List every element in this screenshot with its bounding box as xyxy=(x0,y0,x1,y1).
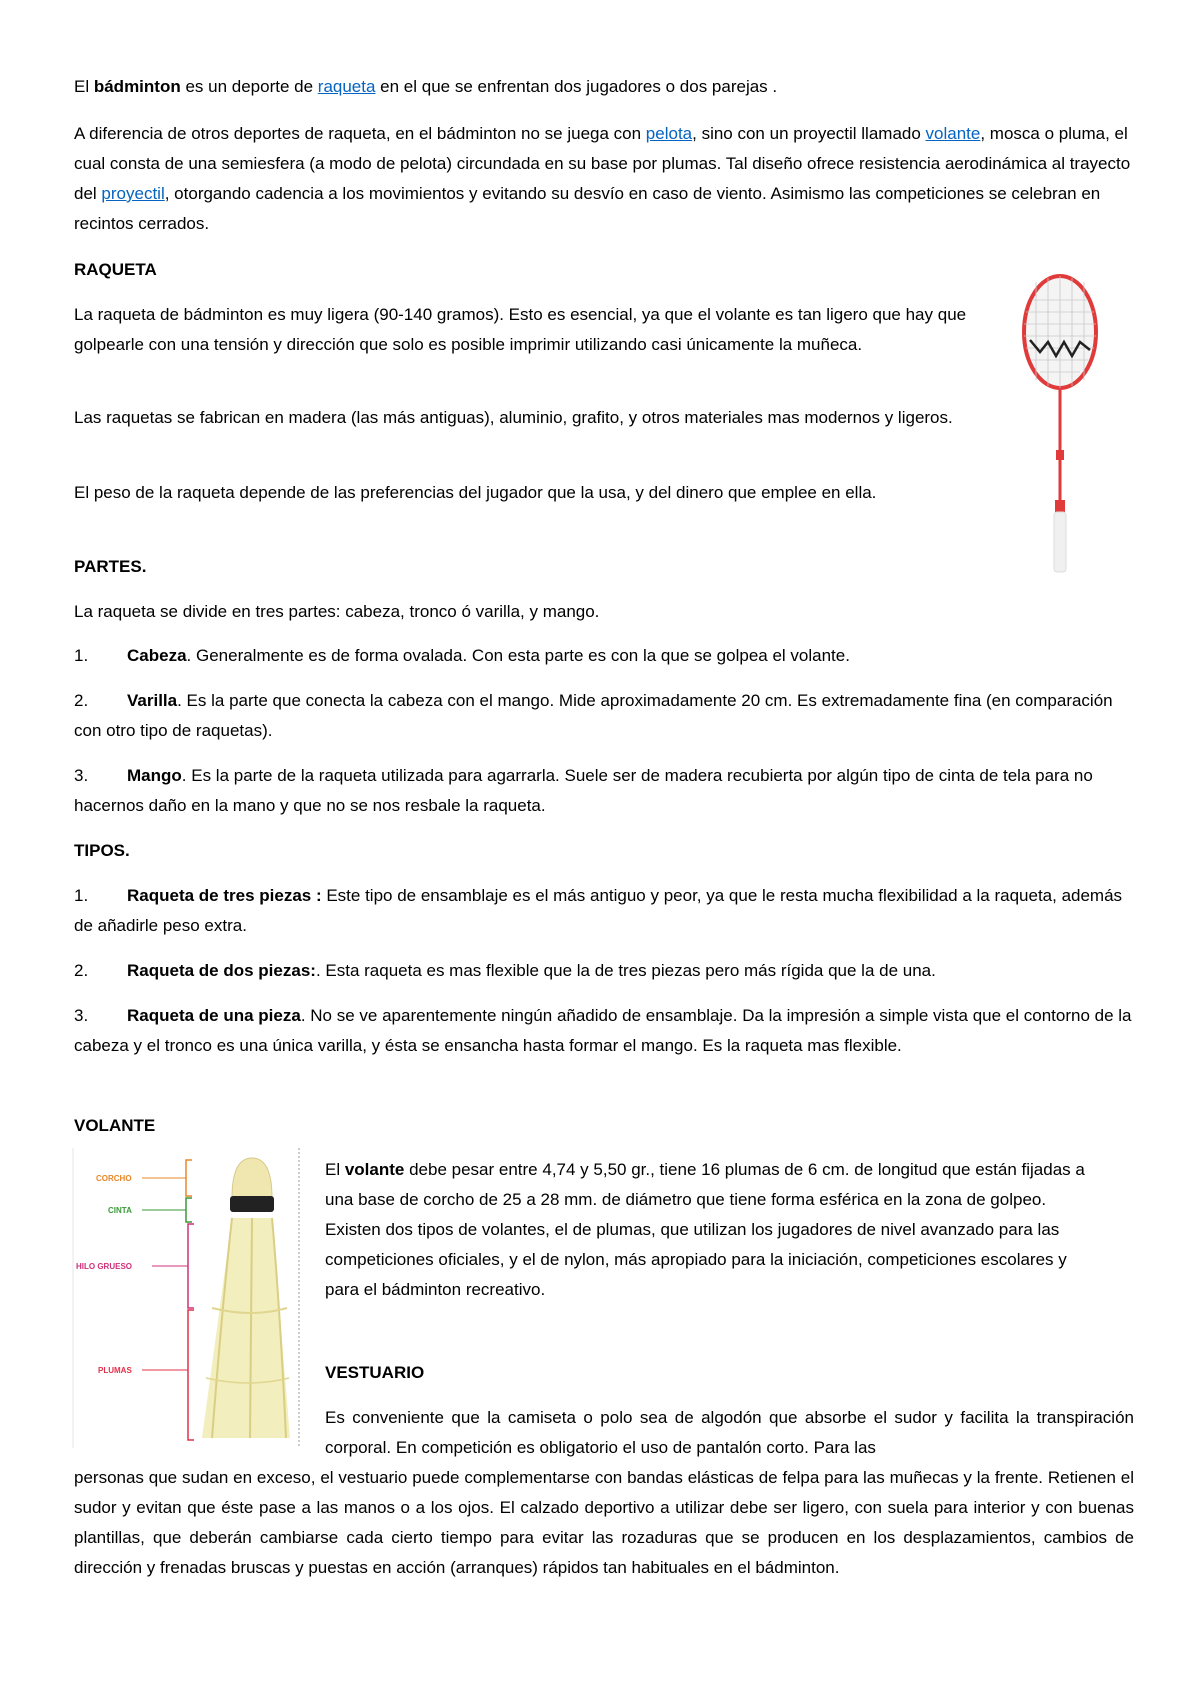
vestuario-paragraph-part-2: personas que sudan en exceso, el vestuario puede complementarse con bandas elásticas de felpa para las muñecas y la frente. Retienen el sudor y evitan que éste pase a las manos o a los ojos. El calzado deportivo a utilizar debe ser ligero, con suela para interior y con buenas plantillas, que deberán cambiarse cada cierto tiempo para evitar las rozaduras que se producen en los desplazamientos, cambios de dirección y frenadas bruscas y puestas en acción (arranques) rápidos tan habituales en el bádminton. xyxy=(74,1468,1134,1577)
badminton-racket-image xyxy=(1010,270,1110,590)
shuttlecock-diagram xyxy=(72,1148,300,1448)
partes-item-3: 3. Mango. Es la parte de la raqueta utilizada para agarrarla. Suele ser de madera recubierta por algún tipo de cinta de tela para no hacernos daño en la mano y que no se nos resbale la raqueta. xyxy=(74,766,1093,815)
raqueta-paragraph-2: Las raquetas se fabrican en madera (las más antiguas), aluminio, grafito, y otros materiales mas modernos y ligeros. xyxy=(74,408,953,427)
tipos-item-1: 1. Raqueta de tres piezas : Este tipo de ensamblaje es el más antiguo y peor, ya que le resta mucha flexibilidad a la raqueta, además de añadirle peso extra. xyxy=(74,886,1123,935)
label-hilo-grueso: HILO GRUESO xyxy=(76,1262,133,1271)
label-cinta: CINTA xyxy=(108,1206,132,1215)
heading-partes: PARTES. xyxy=(74,557,147,576)
partes-item-2: 2. Varilla. Es la parte que conecta la cabeza con el mango. Mide aproximadamente 20 cm. Es extremadamente fina (en comparación con otro tipo de raquetas). xyxy=(74,691,1113,740)
label-plumas: PLUMAS xyxy=(98,1366,132,1375)
raqueta-paragraph-3: El peso de la raqueta depende de las preferencias del jugador que la usa, y del dinero que emplee en ella. xyxy=(74,483,877,502)
raqueta-paragraph-1: La raqueta de bádminton es muy ligera (90-140 gramos). Esto es esencial, ya que el volante es tan ligero que hay que golpearle con una tensión y dirección que solo es posible imprimir utilizando casi únicamente la muñeca. xyxy=(74,305,967,354)
heading-raqueta: RAQUETA xyxy=(74,260,157,279)
tipos-item-3: 3. Raqueta de una pieza. No se ve aparentemente ningún añadido de ensamblaje. Da la impresión a simple vista que el contorno de la cabeza y el tronco es una única varilla, y ésta se ensancha hasta formar el mango. Es la raqueta mas flexible. xyxy=(74,1006,1132,1055)
link-raqueta[interactable]: raqueta xyxy=(317,77,376,96)
intro-paragraph-2: A diferencia de otros deportes de raqueta, en el bádminton no se juega con pelota, sino con un proyectil llamado volante, mosca o pluma, el cual consta de una semiesfera (a modo de pelota) circundada en su base por plumas. Tal diseño ofrece resistencia aerodinámica al trayecto del proyectil, otorgando cadencia a los movimientos y evitando su desvío en caso de viento. Asimismo las competiciones se celebran en recintos cerrados. xyxy=(74,124,1131,233)
tipos-item-2: 2. Raqueta de dos piezas:. Esta raqueta es mas flexible que la de tres piezas pero más rígida que la de una. xyxy=(74,961,936,980)
partes-intro: La raqueta se divide en tres partes: cabeza, tronco ó varilla, y mango. xyxy=(74,602,600,621)
volante-paragraph: El volante debe pesar entre 4,74 y 5,50 gr., tiene 16 plumas de 6 cm. de longitud que están fijadas a una base de corcho de 25 a 28 mm. de diámetro que tiene forma esférica en la zona de golpeo. Existen dos tipos de volantes, el de plumas, que utilizan los jugadores de nivel avanzado para las competiciones oficiales, y el de nylon, más apropiado para la iniciación, competiciones escolares y para el bádminton recreativo. xyxy=(325,1160,1085,1299)
heading-volante: VOLANTE xyxy=(74,1116,156,1135)
heading-tipos: TIPOS. xyxy=(74,841,130,860)
partes-item-1: 1. Cabeza. Generalmente es de forma ovalada. Con esta parte es con la que se golpea el volante. xyxy=(74,646,850,665)
link-volante[interactable]: volante xyxy=(925,124,981,143)
link-pelota[interactable]: pelota xyxy=(645,124,693,143)
vestuario-paragraph-part-1: Es conveniente que la camiseta o polo sea de algodón que absorbe el sudor y facilita la transpiración corporal. En competición es obligatorio el uso de pantalón corto. Para las xyxy=(325,1408,1134,1457)
heading-vestuario: VESTUARIO xyxy=(325,1363,425,1382)
label-corcho: CORCHO xyxy=(96,1174,132,1183)
link-proyectil[interactable]: proyectil xyxy=(101,184,165,203)
intro-bold-term: bádminton xyxy=(93,77,181,96)
intro-paragraph-1: El bádminton es un deporte de raqueta en el que se enfrentan dos jugadores o dos parejas . xyxy=(74,77,778,96)
